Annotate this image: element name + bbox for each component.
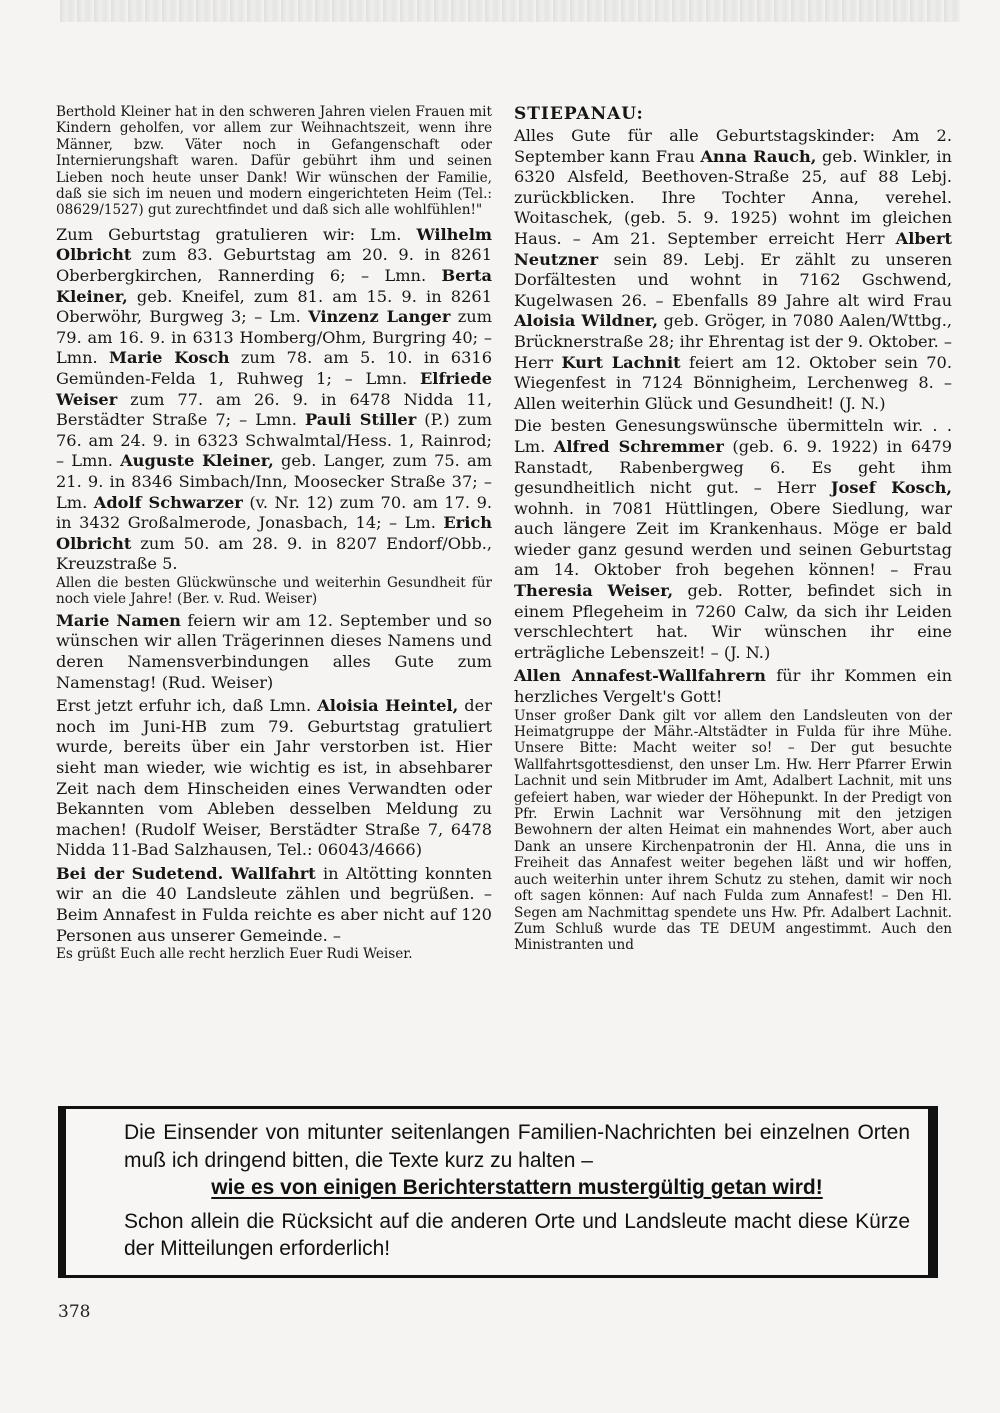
text-run: geb. Winkler, in 6320 Alsfeld, Beethoven-Straße 25, auf 88 Lebj. zurückblicken. Ihre Tochter Anna, verehel. Woitaschek, (geb. 5. 9. 1925) wohnt im gleichen Haus. – Am 21. September erreicht Herr xyxy=(514,146,952,248)
text-run: sein 89. Lebj. Er zählt zu unseren Dorfältesten und wohnt in 7162 Gschwend, Kugelwasen 26. – Ebenfalls 89 Jahre alt wird Frau xyxy=(514,249,952,310)
bold-name: Pauli Stiller xyxy=(304,410,417,430)
text-run: Zum Geburtstag gratulieren wir: Lm. xyxy=(56,224,417,244)
text-run: feiert am 12. Oktober sein 70. Wiegenfest in 7124 Bönnigheim, Lerchenweg 8. – Allen weiterhin Glück und Gesundheit! (J. N.) xyxy=(514,352,953,413)
paragraph-birthday-children xyxy=(514,126,952,414)
paragraph-aloisia-heintel xyxy=(56,696,492,861)
text-run: geb. Langer, zum 75. am 21. 9. in 8346 Simbach/Inn, Moosecker Straße 37; – Lm. xyxy=(56,451,492,512)
bold-name: Marie Kosch xyxy=(109,348,230,368)
text-run: (P.) zum 76. am 24. 9. in 6323 Schwalmtal/Hess. 1, Rainrod; – Lmn. xyxy=(56,410,493,471)
notice-emphasis xyxy=(124,1174,910,1202)
text-run: wohnh. in 7081 Hüttlingen, Obere Siedlung, war auch längere Zeit im Krankenhaus. Möge er bald wieder ganz gesund werden und seinen Geburtstag am 14. Oktober froh begehen können! – Frau xyxy=(514,498,952,580)
paragraph-get-well xyxy=(514,416,952,663)
text-run: Erst jetzt erfuhr ich, daß Lmn. xyxy=(56,696,318,716)
text-run: geb. Gröger, in 7080 Aalen/Wttbg., Brücknerstraße 28; ihr Ehrentag ist der 9. Oktober. – Herr xyxy=(514,311,953,372)
bold-name: Aloisia Wildner, xyxy=(514,311,658,331)
paragraph-signature: Es grüßt Euch alle recht herzlich Euer Rudi Weiser. xyxy=(56,946,413,963)
bold-name: Berta Kleiner, xyxy=(56,266,492,306)
bold-name: Bei der Sudetend. Wallfahrt xyxy=(56,863,316,883)
bold-name: Albert Neutzner xyxy=(514,228,952,269)
bold-name: Marie Namen xyxy=(56,610,181,630)
text-run: feiern wir am 12. September und so wünschen wir allen Trägerinnen dieses Namens und deren Namensverbindungen alles Gute zum Namenstag! (Rud. Weiser) xyxy=(56,610,492,692)
text-run: Die besten Genesungswünsche übermitteln wir. . . Lm. xyxy=(514,416,952,456)
text-run: (v. Nr. 12) zum 70. am 17. 9. in 3432 Großalmerode, Jonasbach, 14; – Lm. xyxy=(56,492,493,533)
notice-text-2: Schon allein die Rücksicht auf die anderen Orte und Landsleute macht diese Kürze der Mitteilungen erforderlich! xyxy=(124,1209,910,1260)
notice-text: Die Einsender von mitunter seitenlangen Familien-Nachrichten bei einzelnen Orten muß ich dringend bitten, die Texte kurz zu halten – xyxy=(124,1121,910,1172)
text-run: zum 83. Geburtstag am 20. 9. in 8261 Oberbergkirchen, Rannerding 6; – Lmn. xyxy=(56,245,492,286)
paragraph-berthold-kleiner: Berthold Kleiner hat in den schweren Jahren vielen Frauen mit Kindern geholfen, vor allem zur Weihnachtszeit, wenn ihre Männer, bzw. Väter noch in Gefangenschaft oder Internierungshaft waren. Dafür gebührt ihm und seinen Lieben noch heute unser Dank! Wir wünschen der Familie, daß sie sich im neuen und modern eingerichteten Heim (Tel.: 08629/1527) gut zurechtfindet und daß sich alle wohlfühlen!" xyxy=(56,104,492,219)
bold-name: Allen Annafest-Wallfahrern xyxy=(514,666,766,686)
text-run: der noch im Juni-HB zum 79. Geburtstag gratuliert wurde, bereits über ein Jahr verstorben ist. Hier sieht man wieder, wie wichtig es ist, in absehbarer Zeit nach dem Hinscheiden eines Verwandten oder Bekannten vom Ableben desselben Meldung zu machen! (Rudolf Weiser, Berstädter Straße 7, 6478 Nidda 11-Bad Salzhausen, Tel.: 06043/4666) xyxy=(56,696,492,860)
bold-name: Elfriede Weiser xyxy=(56,369,492,409)
text-run: Alles Gute für alle Geburtstagskinder: Am 2. September kann Frau xyxy=(514,126,952,166)
text-run: (geb. 6. 9. 1922) in 6479 Ranstadt, Rabenbergweg 6. Es geht ihm gesundheitlich nicht gut. – Herr xyxy=(514,436,953,498)
bold-name: Alfred Schremmer xyxy=(553,436,724,456)
section-title-stiepanau: STIEPANAU: xyxy=(514,104,644,124)
bold-name: Aloisia Heintel, xyxy=(317,696,459,716)
bold-name: Kurt Lachnit xyxy=(561,352,681,372)
bold-name: Theresia Weiser, xyxy=(514,581,674,601)
bold-name: Anna Rauch, xyxy=(700,146,817,166)
paragraph-marie-namen xyxy=(56,611,492,693)
text-run: in Altötting konnten wir an die 40 Landsleute zählen und begrüßen. – Beim Annafest in Fulda reichte es aber nicht auf 120 Personen aus unserer Gemeinde. – xyxy=(56,863,492,945)
right-column xyxy=(514,104,952,954)
paragraph-annafest-report: Unser großer Dank gilt vor allem den Landsleuten von der Heimatgruppe der Mähr.-Altstädter in Fulda für ihre Mühe. Unsere Bitte: Macht weiter so! – Der gut besuchte Wallfahrtsgottesdienst, den unser Lm. Hw. Herr Pfarrer Erwin Lachnit und sein Mitbruder im Amt, Adalbert Lachnit, mit uns gefeiert haben, war wieder der Höhepunkt. In der Predigt von Pfr. Erwin Lachnit war Versöhnung mit den jetzigen Bewohnern der alten Heimat ein mahnendes Wort, aber auch Dank an unsere Kirchenpatronin der Hl. Anna, die uns in Freiheit das Annafest weiter begehen läßt und wir hoffen, auch weiterhin unter ihrem Schutz zu stehen, damit wir noch oft sagen können: Auf nach Fulda zum Annafest! – Den Hl. Segen am Nachmittag spendete uns Hw. Pfr. Adalbert Lachnit. Zum Schluß wurde das TE DEUM angestimmt. Auch den Ministranten und xyxy=(514,707,952,954)
notice-box xyxy=(58,1106,938,1278)
paragraph-wallfahrt xyxy=(56,864,492,946)
left-column xyxy=(56,104,492,963)
paragraph-annafest-thanks xyxy=(514,666,952,707)
text-run: geb. Kneifel, zum 81. am 15. 9. in 8261 Oberwöhr, Burgweg 3; – Lm. xyxy=(56,286,492,327)
bold-name: Auguste Kleiner, xyxy=(120,451,274,471)
bold-name: Adolf Schwarzer xyxy=(93,492,243,512)
bold-name: Wilhelm Olbricht xyxy=(56,224,492,265)
paragraph-best-wishes: Allen die besten Glückwünsche und weiterhin Gesundheit für noch viele Jahre! (Ber. v. Rud. Weiser) xyxy=(56,574,492,608)
text-run: zum 78. am 5. 10. in 6316 Gemünden-Felda 1, Ruhweg 1; – Lmn. xyxy=(56,348,492,388)
bold-name: Vinzenz Langer xyxy=(308,307,451,327)
text-run: geb. Rotter, befindet sich in einem Pflegeheim in 7260 Calw, da sich ihr Leiden verschlechtert hat. Wir wünschen ihr eine erträgliche Lebenszeit! – (J. N.) xyxy=(514,581,952,662)
paragraph-birthdays xyxy=(56,225,492,575)
text-run: zum 79. am 16. 9. in 6313 Homberg/Ohm, Burgring 40; – Lmn. xyxy=(56,307,493,368)
bold-name: Erich Olbricht xyxy=(56,513,492,553)
notice-emphasis-text: wie es von einigen Berichterstattern mustergültig getan wird! xyxy=(211,1176,823,1199)
text-run: zum 77. am 26. 9. in 6478 Nidda 11, Berstädter Straße 7; – Lmn. xyxy=(56,389,492,430)
page-number: 378 xyxy=(58,1302,91,1322)
text-run: für ihr Kommen ein herzliches Vergelt's Gott! xyxy=(514,666,952,707)
scan-artifact xyxy=(60,0,960,22)
bold-name: Josef Kosch, xyxy=(830,478,952,498)
text-run: zum 50. am 28. 9. in 8207 Endorf/Obb., Kreuzstraße 5. xyxy=(56,533,492,574)
